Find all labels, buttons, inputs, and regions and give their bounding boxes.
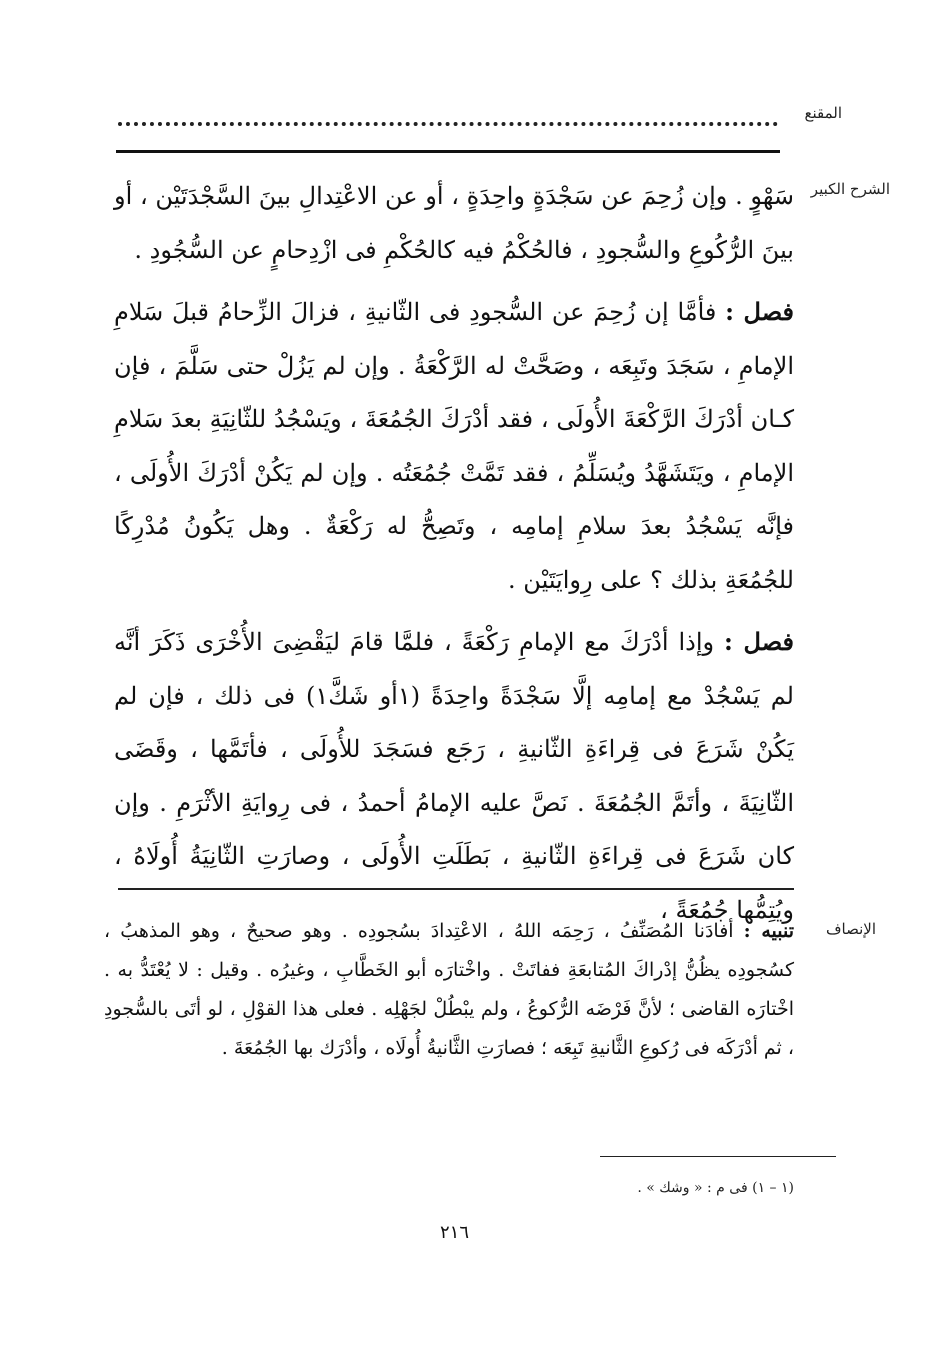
insaf-paragraph	[104, 912, 794, 1068]
sharh-text-block	[114, 170, 794, 937]
footnote: (١ – ١) فى م : « وشك » .	[637, 1180, 794, 1196]
sharh-paragraph-2-text: فأمَّا إن زُحِمَ عن السُّجودِ فى الثّانيةِ ، فزالَ الزِّحامُ قبلَ سَلامِ الإمامِ ، سَجَدَ وتَبِعَه ، وصَحَّتْ له الرَّكْعَةُ . وإن لم يَزُلْ حتى سَلَّمَ ، فإن كـان أدْرَكَ الرَّكْعَةَ الأُولَى ، فقد أدْرَكَ الجُمُعَةَ ، ويَسْجُدُ للثّانِيَةِ بعدَ سَلامِ الإمامِ ، ويَتَشَهَّدُ ويُسَلِّمُ ، فقد تَمَّتْ جُمُعَتُه . وإن لم يَكُنْ أدْرَكَ الأُولَى ، فإنَّه يَسْجُدُ بعدَ سلامِ إمامِه ، وتَصِحُّ له رَكْعَةٌ . وهل يَكُونُ مُدْرِكًا للجُمُعَةِ بذلك ؟ على رِوايَتَيْن .	[114, 298, 794, 594]
header-dotted-line	[118, 122, 778, 126]
running-header-title: المقنع	[804, 104, 842, 122]
sharh-paragraph-3-text: وإذا أدْرَكَ مع الإمامِ رَكْعَةً ، فلمَّا قامَ ليَقْضِىَ الأُخْرَى ذَكَرَ أنَّه لم يَسْجُدْ مع إمامِه إلَّا سَجْدَةً واحِدَةً (١أو شَكَّ١) فى ذلك ، فإن لم يَكُنْ شَرَعَ فى قِراءَةِ الثّانيةِ ، رَجَع فسَجَدَ للأُولَى ، فأتَمَّها ، وقَضَى الثّانِيَةَ ، وأتَمَّ الجُمُعَةَ . نَصَّ عليه الإمامُ أحمدُ ، فى رِوايَةِ الأثْرَمِ . وإن كان شَرَعَ فى قِراءَةِ الثّانيةِ ، بَطَلَتِ الأُولَى ، وصارَتِ الثّانِيَةُ أُولَاهُ ، ويُتِمُّها جُمُعَةً ،	[114, 628, 794, 924]
sharh-paragraph-1: سَهْوٍ . وإن زُحِمَ عن سَجْدَةٍ واحِدَةٍ ، أو عن الاعْتِدالِ بينَ السَّجْدَتَيْن ، أو بينَ الرُّكُوعِ والسُّجودِ ، فالحُكْمُ فيه كالحُكْمِ فى ازْدِحامٍ عن السُّجُودِ .	[114, 182, 794, 264]
section-divider	[118, 888, 794, 890]
header-rule	[116, 150, 780, 153]
margin-label-sharh: الشرح الكبير	[810, 180, 890, 198]
footnote-rule	[600, 1156, 836, 1157]
insaf-text-block	[104, 912, 794, 1068]
tanbih-heading: تنبيه :	[743, 920, 794, 942]
insaf-paragraph-text: أفادَنا المُصَنِّفُ ، رَحِمَه اللهُ ، الاعْتِدادَ بسُجودِه . وهو صحيحٌ ، وهو المذهبُ ، كسُجودِه يظُنُّ إدْراكَ المُتابعَةِ ففاتَتْ . واخْتارَه أبو الخَطَّابِ ، وغيرُه . وقيل : لا يُعْتَدُّ به . اخْتارَه القاضى ؛ لأنَّ فَرْضَه الرُّكوعُ ، ولم يبْطُلْ لجَهْلِه . فعلى هذا القوْلِ ، لو أتَى بالسُّجودِ ، ثم أدْرَكَه فى رُكوعِ الثَّانيةِ تَبِعَه ؛ فصارَتِ الثَّانيةُ أُولَاه ، وأدْرَك بها الجُمُعَةَ .	[104, 920, 794, 1059]
fasl-heading: فصل :	[724, 627, 794, 656]
fasl-heading: فصل :	[725, 297, 794, 326]
sharh-paragraph-2	[114, 285, 794, 607]
margin-label-insaf: الإنصاف	[825, 920, 876, 938]
page-number: ٢١٦	[440, 1222, 470, 1243]
